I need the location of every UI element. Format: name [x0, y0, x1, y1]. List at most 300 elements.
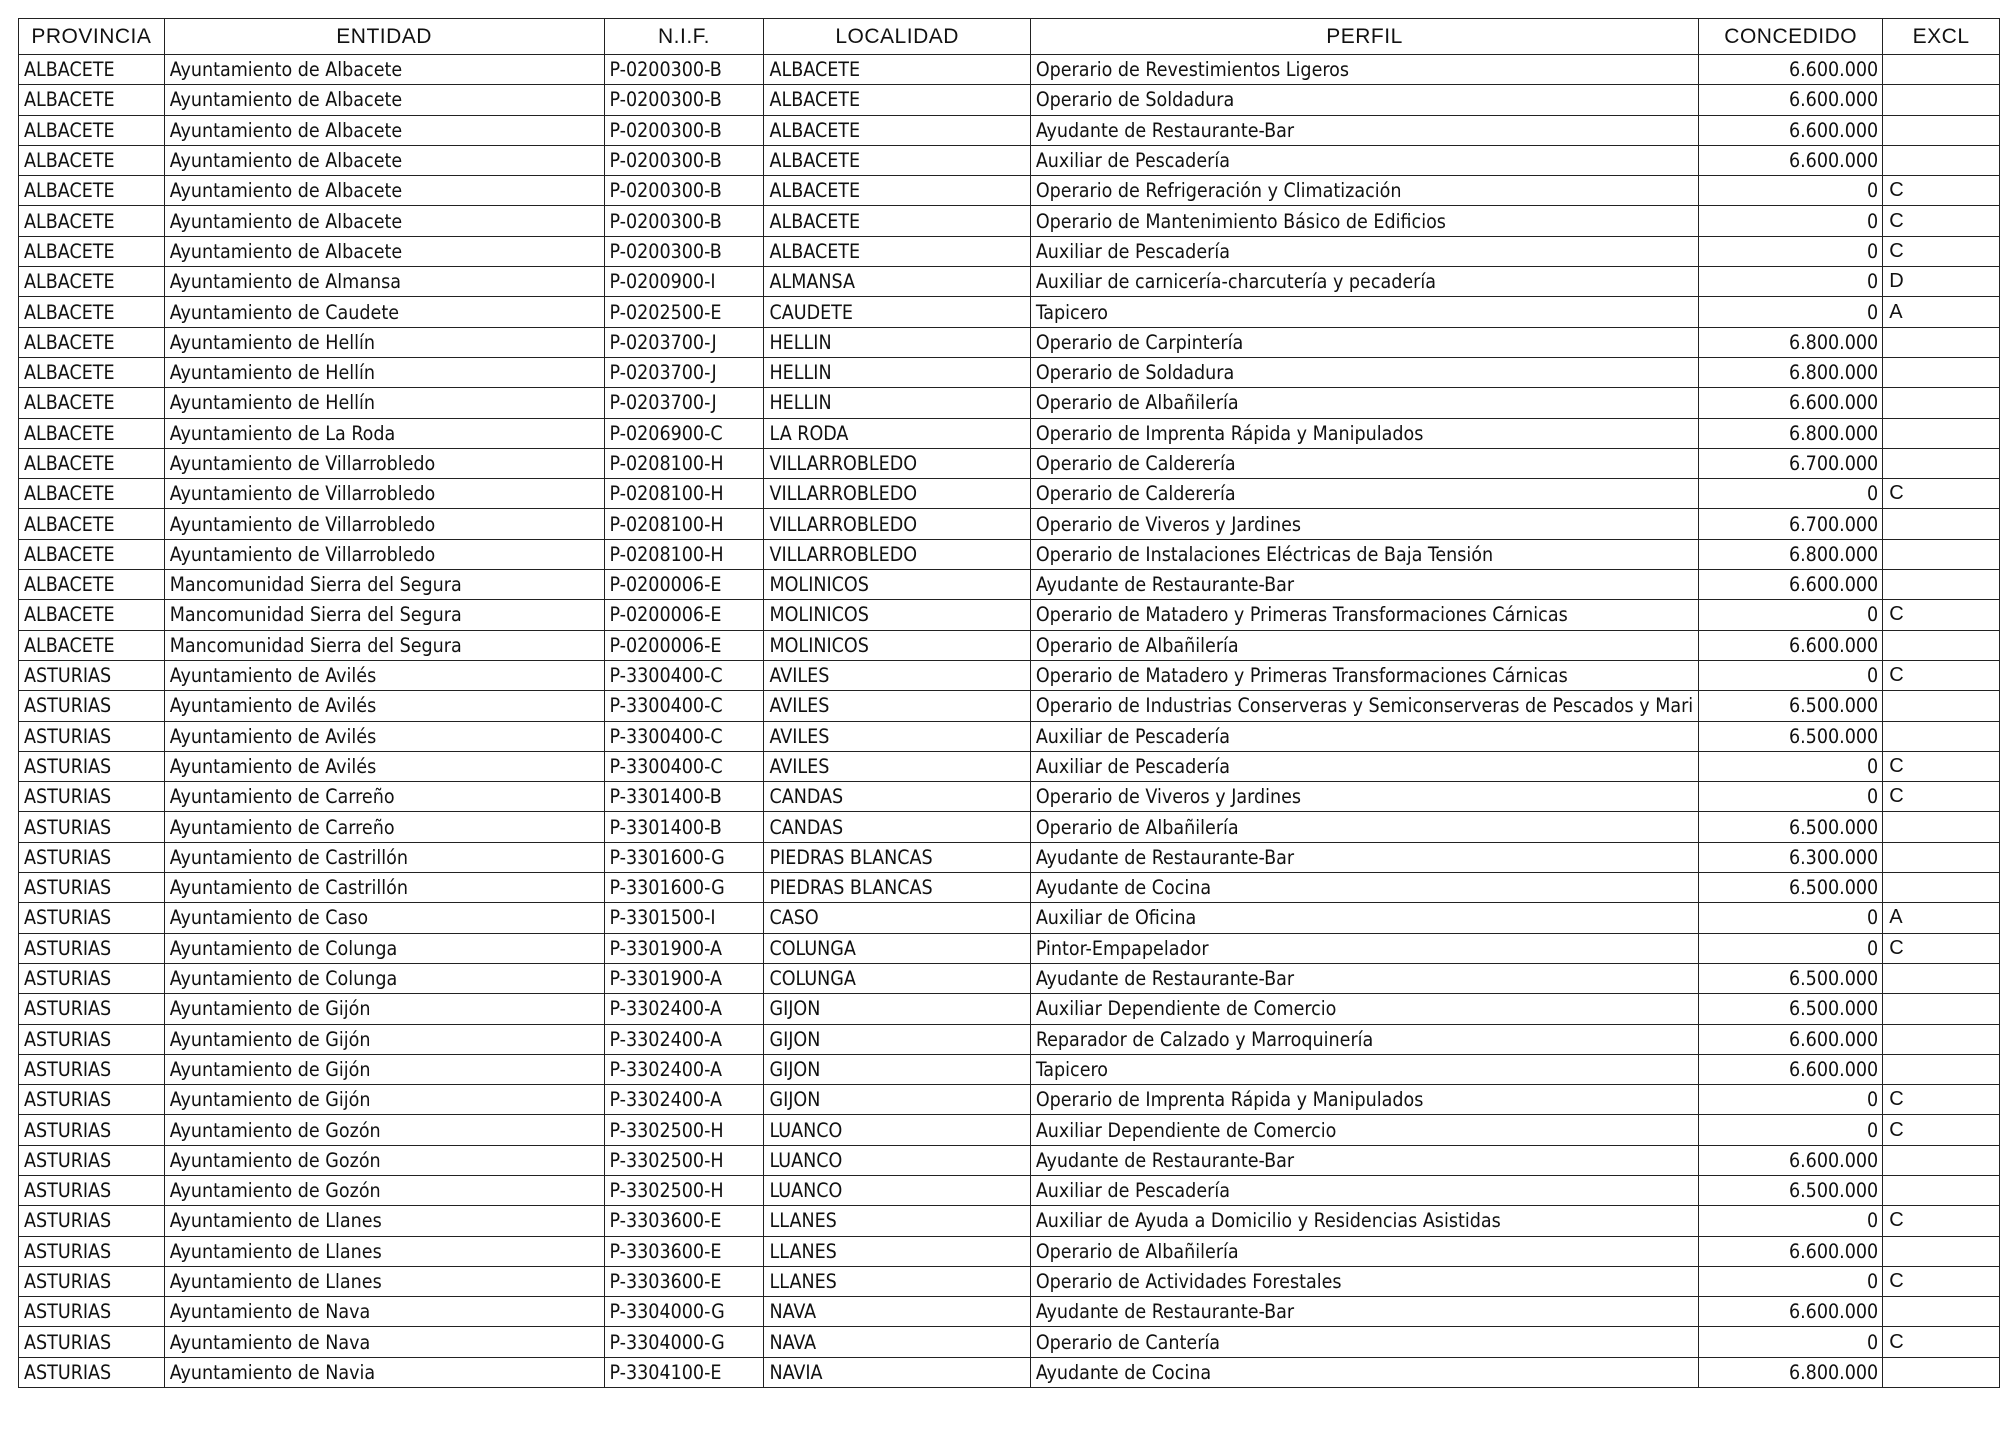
cell-perfil: Pintor-Empapelador [1030, 933, 1698, 963]
cell-perfil: Operario de Calderería [1030, 479, 1698, 509]
cell-nif: P-3302500-H [604, 1175, 764, 1205]
cell-nif: P-0202500-E [604, 297, 764, 327]
cell-excl [1883, 55, 2000, 85]
cell-provincia: ASTURIAS [19, 782, 165, 812]
cell-provincia: ALBACETE [19, 267, 165, 297]
cell-localidad: GIJON [764, 1054, 1030, 1084]
cell-nif: P-3302500-H [604, 1145, 764, 1175]
table-row [19, 267, 2000, 297]
cell-entidad: Ayuntamiento de Hellín [164, 357, 604, 387]
cell-nif: P-3303600-E [604, 1266, 764, 1296]
cell-concedido: 6.600.000 [1699, 1054, 1883, 1084]
table-row [19, 206, 2000, 236]
cell-provincia: ALBACETE [19, 327, 165, 357]
cell-localidad: MOLINICOS [764, 600, 1030, 630]
cell-nif: P-3303600-E [604, 1206, 764, 1236]
cell-concedido: 6.800.000 [1699, 357, 1883, 387]
table-row [19, 1145, 2000, 1175]
cell-perfil: Auxiliar de Pescadería [1030, 721, 1698, 751]
cell-localidad: GIJON [764, 1024, 1030, 1054]
cell-localidad: AVILES [764, 660, 1030, 690]
cell-localidad: ALBACETE [764, 236, 1030, 266]
cell-excl [1883, 115, 2000, 145]
cell-concedido: 0 [1699, 206, 1883, 236]
cell-entidad: Mancomunidad Sierra del Segura [164, 600, 604, 630]
cell-provincia: ASTURIAS [19, 1085, 165, 1115]
cell-nif: P-0203700-J [604, 327, 764, 357]
cell-localidad: LLANES [764, 1206, 1030, 1236]
cell-provincia: ASTURIAS [19, 963, 165, 993]
cell-concedido: 0 [1699, 660, 1883, 690]
cell-entidad: Ayuntamiento de Gozón [164, 1145, 604, 1175]
cell-concedido: 6.700.000 [1699, 509, 1883, 539]
cell-nif: P-3300400-C [604, 691, 764, 721]
table-row [19, 297, 2000, 327]
cell-concedido: 0 [1699, 782, 1883, 812]
cell-localidad: COLUNGA [764, 933, 1030, 963]
cell-excl: A [1883, 903, 2000, 933]
cell-provincia: ASTURIAS [19, 842, 165, 872]
table-row [19, 600, 2000, 630]
cell-perfil: Operario de Viveros y Jardines [1030, 509, 1698, 539]
table-row [19, 782, 2000, 812]
cell-localidad: PIEDRAS BLANCAS [764, 842, 1030, 872]
cell-localidad: AVILES [764, 721, 1030, 751]
cell-provincia: ALBACETE [19, 236, 165, 266]
cell-concedido: 0 [1699, 933, 1883, 963]
cell-excl [1883, 1024, 2000, 1054]
cell-localidad: ALBACETE [764, 115, 1030, 145]
cell-provincia: ASTURIAS [19, 1297, 165, 1327]
cell-perfil: Ayudante de Restaurante-Bar [1030, 842, 1698, 872]
cell-localidad: NAVA [764, 1297, 1030, 1327]
cell-nif: P-3301600-G [604, 873, 764, 903]
cell-provincia: ALBACETE [19, 388, 165, 418]
cell-localidad: LA RODA [764, 418, 1030, 448]
cell-provincia: ALBACETE [19, 176, 165, 206]
cell-entidad: Ayuntamiento de Carreño [164, 812, 604, 842]
cell-entidad: Ayuntamiento de Albacete [164, 145, 604, 175]
cell-excl: C [1883, 660, 2000, 690]
cell-entidad: Ayuntamiento de Llanes [164, 1266, 604, 1296]
cell-nif: P-0200900-I [604, 267, 764, 297]
cell-perfil: Operario de Carpintería [1030, 327, 1698, 357]
cell-nif: P-3301400-B [604, 812, 764, 842]
cell-concedido: 6.600.000 [1699, 388, 1883, 418]
table-row [19, 357, 2000, 387]
cell-entidad: Mancomunidad Sierra del Segura [164, 630, 604, 660]
cell-entidad: Mancomunidad Sierra del Segura [164, 570, 604, 600]
cell-concedido: 6.500.000 [1699, 812, 1883, 842]
cell-excl: C [1883, 176, 2000, 206]
cell-concedido: 0 [1699, 751, 1883, 781]
cell-localidad: GIJON [764, 994, 1030, 1024]
cell-nif: P-0200300-B [604, 176, 764, 206]
cell-provincia: ASTURIAS [19, 994, 165, 1024]
cell-perfil: Operario de Actividades Forestales [1030, 1266, 1698, 1296]
cell-entidad: Ayuntamiento de Caso [164, 903, 604, 933]
cell-entidad: Ayuntamiento de Navia [164, 1357, 604, 1387]
cell-localidad: CAUDETE [764, 297, 1030, 327]
cell-perfil: Operario de Albañilería [1030, 630, 1698, 660]
grants-table [18, 18, 2000, 1388]
cell-excl [1883, 1297, 2000, 1327]
cell-entidad: Ayuntamiento de Castrillón [164, 842, 604, 872]
cell-localidad: CASO [764, 903, 1030, 933]
cell-localidad: ALMANSA [764, 267, 1030, 297]
cell-excl [1883, 145, 2000, 175]
cell-nif: P-3303600-E [604, 1236, 764, 1266]
cell-excl: C [1883, 206, 2000, 236]
table-row [19, 1297, 2000, 1327]
table-row [19, 691, 2000, 721]
cell-entidad: Ayuntamiento de Avilés [164, 660, 604, 690]
cell-provincia: ASTURIAS [19, 812, 165, 842]
header-row [19, 19, 2000, 55]
cell-perfil: Operario de Albañilería [1030, 1236, 1698, 1266]
cell-concedido: 0 [1699, 1206, 1883, 1236]
cell-provincia: ASTURIAS [19, 1115, 165, 1145]
table-row [19, 1115, 2000, 1145]
cell-concedido: 6.500.000 [1699, 1175, 1883, 1205]
table-row [19, 751, 2000, 781]
cell-excl [1883, 1054, 2000, 1084]
cell-provincia: ASTURIAS [19, 1266, 165, 1296]
header-provincia: PROVINCIA [19, 19, 165, 55]
cell-excl [1883, 388, 2000, 418]
header-excl: EXCL [1883, 19, 2000, 55]
cell-perfil: Tapicero [1030, 297, 1698, 327]
cell-localidad: NAVIA [764, 1357, 1030, 1387]
cell-concedido: 6.600.000 [1699, 55, 1883, 85]
table-row [19, 994, 2000, 1024]
cell-perfil: Auxiliar Dependiente de Comercio [1030, 994, 1698, 1024]
cell-localidad: ALBACETE [764, 145, 1030, 175]
cell-provincia: ALBACETE [19, 509, 165, 539]
cell-entidad: Ayuntamiento de Avilés [164, 721, 604, 751]
cell-localidad: ALBACETE [764, 206, 1030, 236]
header-perfil: PERFIL [1030, 19, 1698, 55]
table-row [19, 1054, 2000, 1084]
header-nif: N.I.F. [604, 19, 764, 55]
cell-entidad: Ayuntamiento de Albacete [164, 115, 604, 145]
cell-concedido: 0 [1699, 267, 1883, 297]
cell-excl [1883, 448, 2000, 478]
cell-entidad: Ayuntamiento de Colunga [164, 963, 604, 993]
cell-perfil: Ayudante de Restaurante-Bar [1030, 963, 1698, 993]
cell-entidad: Ayuntamiento de Hellín [164, 327, 604, 357]
cell-concedido: 6.600.000 [1699, 85, 1883, 115]
cell-provincia: ALBACETE [19, 630, 165, 660]
cell-nif: P-0203700-J [604, 357, 764, 387]
cell-concedido: 0 [1699, 1115, 1883, 1145]
table-row [19, 1327, 2000, 1357]
cell-concedido: 6.600.000 [1699, 145, 1883, 175]
cell-excl: C [1883, 1115, 2000, 1145]
cell-perfil: Auxiliar de Pescadería [1030, 145, 1698, 175]
cell-nif: P-3302400-A [604, 994, 764, 1024]
cell-excl [1883, 539, 2000, 569]
table-row [19, 1175, 2000, 1205]
cell-entidad: Ayuntamiento de Villarrobledo [164, 448, 604, 478]
cell-nif: P-3301600-G [604, 842, 764, 872]
table-row [19, 1357, 2000, 1387]
cell-nif: P-3302400-A [604, 1085, 764, 1115]
cell-concedido: 0 [1699, 176, 1883, 206]
cell-nif: P-3301900-A [604, 933, 764, 963]
cell-nif: P-0200006-E [604, 570, 764, 600]
cell-entidad: Ayuntamiento de Llanes [164, 1206, 604, 1236]
cell-excl: C [1883, 1206, 2000, 1236]
cell-provincia: ALBACETE [19, 448, 165, 478]
cell-nif: P-3301400-B [604, 782, 764, 812]
cell-perfil: Ayudante de Restaurante-Bar [1030, 1297, 1698, 1327]
cell-perfil: Auxiliar de Pescadería [1030, 236, 1698, 266]
cell-concedido: 6.800.000 [1699, 539, 1883, 569]
cell-nif: P-0200006-E [604, 600, 764, 630]
cell-perfil: Ayudante de Restaurante-Bar [1030, 115, 1698, 145]
table-row [19, 448, 2000, 478]
cell-provincia: ALBACETE [19, 55, 165, 85]
cell-concedido: 6.300.000 [1699, 842, 1883, 872]
cell-concedido: 6.500.000 [1699, 994, 1883, 1024]
cell-nif: P-0200006-E [604, 630, 764, 660]
table-row [19, 903, 2000, 933]
table-row [19, 55, 2000, 85]
table-row [19, 873, 2000, 903]
cell-entidad: Ayuntamiento de Colunga [164, 933, 604, 963]
cell-nif: P-3300400-C [604, 751, 764, 781]
cell-localidad: NAVA [764, 1327, 1030, 1357]
table-row [19, 145, 2000, 175]
table-row [19, 812, 2000, 842]
cell-nif: P-3300400-C [604, 721, 764, 751]
cell-entidad: Ayuntamiento de Nava [164, 1297, 604, 1327]
cell-excl: C [1883, 933, 2000, 963]
table-row [19, 418, 2000, 448]
cell-localidad: VILLARROBLEDO [764, 479, 1030, 509]
cell-entidad: Ayuntamiento de Albacete [164, 85, 604, 115]
table-row [19, 1266, 2000, 1296]
cell-nif: P-0206900-C [604, 418, 764, 448]
cell-entidad: Ayuntamiento de Hellín [164, 388, 604, 418]
cell-entidad: Ayuntamiento de Castrillón [164, 873, 604, 903]
cell-perfil: Operario de Calderería [1030, 448, 1698, 478]
cell-nif: P-0208100-H [604, 509, 764, 539]
cell-nif: P-0200300-B [604, 85, 764, 115]
cell-localidad: COLUNGA [764, 963, 1030, 993]
cell-concedido: 6.500.000 [1699, 963, 1883, 993]
table-row [19, 115, 2000, 145]
cell-provincia: ASTURIAS [19, 1206, 165, 1236]
cell-provincia: ASTURIAS [19, 691, 165, 721]
cell-localidad: VILLARROBLEDO [764, 448, 1030, 478]
cell-provincia: ASTURIAS [19, 1054, 165, 1084]
cell-localidad: PIEDRAS BLANCAS [764, 873, 1030, 903]
cell-perfil: Auxiliar de Pescadería [1030, 751, 1698, 781]
table-header [19, 19, 2000, 55]
table-row [19, 1206, 2000, 1236]
cell-concedido: 6.800.000 [1699, 1357, 1883, 1387]
table-row [19, 509, 2000, 539]
cell-entidad: Ayuntamiento de Villarrobledo [164, 539, 604, 569]
cell-localidad: CANDAS [764, 782, 1030, 812]
cell-provincia: ASTURIAS [19, 751, 165, 781]
cell-entidad: Ayuntamiento de Gijón [164, 994, 604, 1024]
table-row [19, 388, 2000, 418]
cell-entidad: Ayuntamiento de Albacete [164, 236, 604, 266]
cell-concedido: 6.600.000 [1699, 1297, 1883, 1327]
cell-excl [1883, 1236, 2000, 1266]
cell-nif: P-3302400-A [604, 1024, 764, 1054]
table-row [19, 1085, 2000, 1115]
cell-concedido: 0 [1699, 903, 1883, 933]
cell-nif: P-3301900-A [604, 963, 764, 993]
cell-excl: C [1883, 782, 2000, 812]
cell-perfil: Operario de Soldadura [1030, 357, 1698, 387]
cell-entidad: Ayuntamiento de Albacete [164, 55, 604, 85]
cell-localidad: LUANCO [764, 1115, 1030, 1145]
table-row [19, 327, 2000, 357]
cell-perfil: Operario de Matadero y Primeras Transformaciones Cárnicas [1030, 660, 1698, 690]
table-row [19, 963, 2000, 993]
cell-perfil: Auxiliar de Oficina [1030, 903, 1698, 933]
cell-excl: C [1883, 236, 2000, 266]
cell-localidad: LLANES [764, 1266, 1030, 1296]
cell-entidad: Ayuntamiento de Gijón [164, 1085, 604, 1115]
cell-localidad: MOLINICOS [764, 570, 1030, 600]
cell-excl: C [1883, 1085, 2000, 1115]
cell-entidad: Ayuntamiento de La Roda [164, 418, 604, 448]
cell-concedido: 6.600.000 [1699, 570, 1883, 600]
cell-nif: P-3301500-I [604, 903, 764, 933]
cell-concedido: 0 [1699, 236, 1883, 266]
cell-concedido: 0 [1699, 600, 1883, 630]
cell-provincia: ALBACETE [19, 145, 165, 175]
cell-perfil: Auxiliar de Pescadería [1030, 1175, 1698, 1205]
cell-localidad: VILLARROBLEDO [764, 539, 1030, 569]
cell-provincia: ASTURIAS [19, 1024, 165, 1054]
cell-localidad: ALBACETE [764, 176, 1030, 206]
cell-provincia: ALBACETE [19, 115, 165, 145]
cell-excl [1883, 1175, 2000, 1205]
table-row [19, 176, 2000, 206]
cell-concedido: 0 [1699, 297, 1883, 327]
cell-localidad: HELLIN [764, 388, 1030, 418]
cell-provincia: ALBACETE [19, 418, 165, 448]
cell-provincia: ASTURIAS [19, 660, 165, 690]
cell-provincia: ASTURIAS [19, 1327, 165, 1357]
cell-nif: P-0208100-H [604, 479, 764, 509]
cell-perfil: Ayudante de Cocina [1030, 873, 1698, 903]
cell-localidad: LUANCO [764, 1175, 1030, 1205]
cell-perfil: Tapicero [1030, 1054, 1698, 1084]
cell-localidad: ALBACETE [764, 85, 1030, 115]
cell-excl [1883, 509, 2000, 539]
table-row [19, 933, 2000, 963]
cell-localidad: HELLIN [764, 357, 1030, 387]
table-row [19, 85, 2000, 115]
cell-perfil: Operario de Instalaciones Eléctricas de Baja Tensión [1030, 539, 1698, 569]
cell-excl [1883, 85, 2000, 115]
header-concedido: CONCEDIDO [1699, 19, 1883, 55]
cell-nif: P-0200300-B [604, 206, 764, 236]
table-body [19, 55, 2000, 1388]
cell-localidad: LLANES [764, 1236, 1030, 1266]
cell-provincia: ALBACETE [19, 206, 165, 236]
cell-excl [1883, 721, 2000, 751]
cell-provincia: ASTURIAS [19, 933, 165, 963]
cell-localidad: HELLIN [764, 327, 1030, 357]
cell-perfil: Reparador de Calzado y Marroquinería [1030, 1024, 1698, 1054]
cell-excl: C [1883, 479, 2000, 509]
cell-entidad: Ayuntamiento de Gozón [164, 1115, 604, 1145]
cell-provincia: ALBACETE [19, 297, 165, 327]
table-row [19, 721, 2000, 751]
cell-entidad: Ayuntamiento de Villarrobledo [164, 479, 604, 509]
cell-concedido: 6.500.000 [1699, 873, 1883, 903]
cell-excl [1883, 327, 2000, 357]
cell-provincia: ALBACETE [19, 479, 165, 509]
cell-excl: C [1883, 751, 2000, 781]
cell-excl [1883, 357, 2000, 387]
cell-nif: P-0200300-B [604, 115, 764, 145]
cell-localidad: GIJON [764, 1085, 1030, 1115]
cell-entidad: Ayuntamiento de Gozón [164, 1175, 604, 1205]
cell-entidad: Ayuntamiento de Villarrobledo [164, 509, 604, 539]
cell-perfil: Operario de Mantenimiento Básico de Edificios [1030, 206, 1698, 236]
table-row [19, 842, 2000, 872]
cell-perfil: Operario de Revestimientos Ligeros [1030, 55, 1698, 85]
cell-concedido: 6.600.000 [1699, 1145, 1883, 1175]
cell-concedido: 6.500.000 [1699, 721, 1883, 751]
cell-excl: C [1883, 600, 2000, 630]
cell-provincia: ASTURIAS [19, 1236, 165, 1266]
cell-entidad: Ayuntamiento de Avilés [164, 691, 604, 721]
cell-perfil: Auxiliar de carnicería-charcutería y pecadería [1030, 267, 1698, 297]
cell-excl: D [1883, 267, 2000, 297]
cell-entidad: Ayuntamiento de Llanes [164, 1236, 604, 1266]
cell-nif: P-3302500-H [604, 1115, 764, 1145]
cell-provincia: ASTURIAS [19, 1145, 165, 1175]
cell-entidad: Ayuntamiento de Gijón [164, 1054, 604, 1084]
cell-concedido: 6.500.000 [1699, 691, 1883, 721]
table-row [19, 630, 2000, 660]
cell-excl [1883, 418, 2000, 448]
cell-provincia: ASTURIAS [19, 1357, 165, 1387]
cell-nif: P-3304000-G [604, 1297, 764, 1327]
cell-concedido: 6.600.000 [1699, 630, 1883, 660]
cell-excl [1883, 812, 2000, 842]
cell-concedido: 0 [1699, 1085, 1883, 1115]
cell-excl [1883, 1357, 2000, 1387]
cell-entidad: Ayuntamiento de Almansa [164, 267, 604, 297]
cell-excl: C [1883, 1327, 2000, 1357]
cell-perfil: Operario de Albañilería [1030, 812, 1698, 842]
header-localidad: LOCALIDAD [764, 19, 1030, 55]
cell-entidad: Ayuntamiento de Albacete [164, 206, 604, 236]
cell-excl [1883, 963, 2000, 993]
cell-perfil: Operario de Viveros y Jardines [1030, 782, 1698, 812]
cell-localidad: LUANCO [764, 1145, 1030, 1175]
cell-perfil: Auxiliar de Ayuda a Domicilio y Residencias Asistidas [1030, 1206, 1698, 1236]
cell-excl: A [1883, 297, 2000, 327]
cell-perfil: Operario de Cantería [1030, 1327, 1698, 1357]
cell-nif: P-3302400-A [604, 1054, 764, 1084]
cell-excl: C [1883, 1266, 2000, 1296]
cell-concedido: 6.600.000 [1699, 1024, 1883, 1054]
cell-concedido: 6.600.000 [1699, 1236, 1883, 1266]
